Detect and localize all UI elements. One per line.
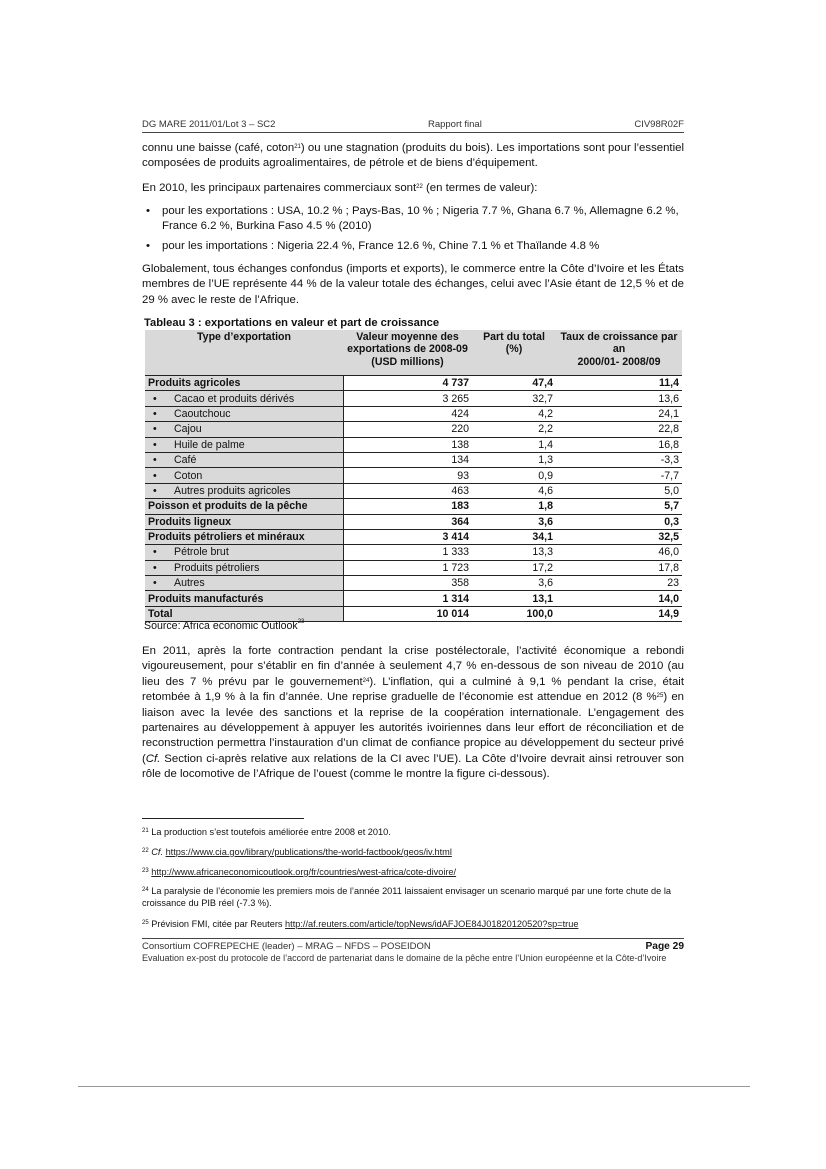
column-header-growth <box>556 330 682 376</box>
text-run: ) en liaison avec la levée des sanctions et la reprise de la coopération internationale. L’engagement des partenaires au développement à appuyer les autorités ivoiriennes dans leur effort de réconciliation et de reconstruction permettra l’instauration d’un climat de confiance propice au développement du secteur privé ( <box>142 691 684 765</box>
text-run: ) ou une stagnation (produits du bois). Les importations sont pour l’essentiel composées de produits agroalimentaires, de pétrole et de biens d’équipement. <box>142 142 684 170</box>
table-row <box>145 406 682 421</box>
cell-value: 1 314 <box>343 591 472 606</box>
cell-type <box>145 376 343 391</box>
cell-growth: 13,6 <box>556 391 682 406</box>
cell-growth: 24,1 <box>556 406 682 421</box>
cell-type <box>145 422 343 437</box>
cell-type <box>145 560 343 575</box>
cell-growth: 32,5 <box>556 529 682 544</box>
cell-value: 463 <box>343 483 472 498</box>
cell-growth: 14,0 <box>556 591 682 606</box>
cell-share: 32,7 <box>472 391 556 406</box>
table-row <box>145 422 682 437</box>
cell-growth: 46,0 <box>556 545 682 560</box>
list-item: • pour les exportations : USA, 10.2 % ; Pays-Bas, 10 % ; Nigeria 7.7 %, Ghana 6.7 %, Allemagne 6.2 %, France 6.2 %, Burkina Faso 4.5 % (2010) <box>142 204 684 235</box>
row-label: Produits ligneux <box>148 515 231 528</box>
bullet-icon: • <box>153 438 157 451</box>
table-row <box>145 468 682 483</box>
footnote-number: 24 <box>142 887 149 893</box>
page-footer <box>142 941 684 952</box>
cell-type <box>145 391 343 406</box>
table-row <box>145 437 682 452</box>
footnote-ref[interactable]: 24 <box>362 677 370 684</box>
cell-share: 47,4 <box>472 376 556 391</box>
cell-share: 34,1 <box>472 529 556 544</box>
column-header-type: Type d’exportation <box>145 330 343 376</box>
table-row <box>145 576 682 591</box>
cell-type <box>145 499 343 514</box>
cell-value: 3 265 <box>343 391 472 406</box>
source-text: Source: Africa economic Outlook <box>144 620 298 632</box>
cell-type <box>145 591 343 606</box>
footer-consortium: Consortium COFREPECHE (leader) – MRAG – NFDS – POSEIDON <box>142 941 431 952</box>
cell-share: 100,0 <box>472 606 556 621</box>
cell-growth: -7,7 <box>556 468 682 483</box>
row-label: Total <box>148 608 173 621</box>
cell-share: 0,9 <box>472 468 556 483</box>
table-row <box>145 529 682 544</box>
row-label: Autres produits agricoles <box>174 484 291 497</box>
page-bottom-rule <box>78 1086 750 1087</box>
cell-type <box>145 483 343 498</box>
footnote-number: 25 <box>142 920 149 926</box>
row-label: Autres <box>174 577 205 590</box>
cell-value: 4 737 <box>343 376 472 391</box>
row-label: Pétrole brut <box>174 546 229 559</box>
row-label: Café <box>174 454 197 467</box>
text-run: (en termes de valeur): <box>422 182 538 194</box>
row-label: Cacao et produits dérivés <box>174 392 295 405</box>
cell-value: 1 723 <box>343 560 472 575</box>
partners-list <box>142 204 684 258</box>
header-center: Rapport final <box>427 119 482 130</box>
cell-share: 4,2 <box>472 406 556 421</box>
footnote-link[interactable]: http://af.reuters.com/article/topNews/idAFJOE84J01820120520?sp=true <box>285 919 579 929</box>
row-label: Produits pétroliers <box>174 561 260 574</box>
cell-growth: 5,7 <box>556 499 682 514</box>
cell-growth: 16,8 <box>556 437 682 452</box>
header-right: CIV98R02F <box>634 119 684 130</box>
footnote-link[interactable]: https://www.cia.gov/library/publications/the-world-factbook/geos/iv.html <box>165 847 452 857</box>
table-row <box>145 452 682 467</box>
header-rule <box>142 132 684 133</box>
cell-value: 10 014 <box>343 606 472 621</box>
row-label: Poisson et produits de la pêche <box>148 500 308 513</box>
cell-type <box>145 452 343 467</box>
paragraph-partners <box>142 181 684 196</box>
footnote-text: La paralysie de l’économie les premiers mois de l’année 2011 laissaient envisager un scenario marqué par une forte chute de la croissance du PIB réel (-7.3 %). <box>142 886 671 908</box>
cell-type <box>145 514 343 529</box>
bullet-icon: • <box>153 546 157 559</box>
cell-value: 220 <box>343 422 472 437</box>
paragraph-trade-share: Globalement, tous échanges confondus (imports et exports), le commerce entre la Côte d’Ivoire et les États membres de l’UE représente 44 % de la valeur totale des échanges, celui avec l’Asie étant de 12,5 % et de 29 % avec le reste de l’Afrique. <box>142 263 684 306</box>
cell-value: 134 <box>343 452 472 467</box>
table-row <box>145 560 682 575</box>
cell-growth: 5,0 <box>556 483 682 498</box>
footnote-25 <box>142 918 684 930</box>
cell-share: 13,3 <box>472 545 556 560</box>
table-row <box>145 391 682 406</box>
cell-share: 17,2 <box>472 560 556 575</box>
page-number: Page 29 <box>645 941 684 952</box>
cell-value: 183 <box>343 499 472 514</box>
text-run-italic: Cf. <box>145 752 161 765</box>
cell-growth: -3,3 <box>556 452 682 467</box>
footnote-link[interactable]: http://www.africaneconomicoutlook.org/fr/countries/west-africa/cote-divoire/ <box>151 867 457 877</box>
row-label: Coton <box>174 469 203 482</box>
row-label: Huile de palme <box>174 438 245 451</box>
footnote-number: 22 <box>142 848 149 854</box>
text-run: En 2011, après la forte contraction pendant la crise postélectorale, l’activité économique a rebondi vigoureusement, pour s’établir en fin d’année à seulement 4,7 % en-dessous de son niveau de 2010 (au lieu des 7 % prévu par le gouvernement <box>142 645 684 688</box>
exports-table <box>145 330 682 622</box>
table-header-row <box>145 330 682 376</box>
cell-type <box>145 468 343 483</box>
table-row <box>145 376 682 391</box>
table-title: Tableau 3 : exportations en valeur et part de croissance <box>144 317 440 329</box>
row-label: Caoutchouc <box>174 407 231 420</box>
cell-value: 364 <box>343 514 472 529</box>
table-source <box>144 620 304 632</box>
cell-type <box>145 437 343 452</box>
bullet-icon: • <box>153 392 157 405</box>
cell-value: 138 <box>343 437 472 452</box>
cell-type <box>145 576 343 591</box>
row-label: Produits agricoles <box>148 377 241 390</box>
footnote-number: 23 <box>142 868 149 874</box>
text-run: En 2010, les principaux partenaires commerciaux sont <box>142 182 417 194</box>
bullet-icon: • <box>153 561 157 574</box>
cell-type <box>145 545 343 560</box>
footnote-ref[interactable]: 25 <box>656 693 664 700</box>
cell-value: 1 333 <box>343 545 472 560</box>
table-row <box>145 514 682 529</box>
paragraph-imports <box>142 141 684 172</box>
footer-rule <box>142 938 684 939</box>
footnote-22 <box>142 846 684 858</box>
row-label: Cajou <box>174 423 202 436</box>
growth-header-line1: Taux de croissance par an <box>560 331 678 356</box>
column-header-share: Part du total (%) <box>472 330 556 376</box>
growth-header-line2: 2000/01- 2008/09 <box>577 355 661 368</box>
footer-subtitle: Evaluation ex-post du protocole de l’accord de partenariat dans le domaine de la pêche entre l’Union européenne et la Côte-d’Ivoire <box>142 953 667 963</box>
text-run: Section ci-après relative aux relations de la CI avec l’UE). La Côte d’Ivoire devrait ainsi retrouver son rôle de locomotive de l’Afrique de l’ouest (comme le montre la figure ci-dessous). <box>142 752 684 781</box>
table-row <box>145 499 682 514</box>
row-label: Produits manufacturés <box>148 592 264 605</box>
cell-type <box>145 529 343 544</box>
cell-share: 1,4 <box>472 437 556 452</box>
footnote-ref[interactable]: 22 <box>416 184 423 190</box>
cell-value: 3 414 <box>343 529 472 544</box>
text-run: connu une baisse (café, coton <box>142 142 295 154</box>
table-row <box>145 483 682 498</box>
cell-type <box>145 406 343 421</box>
footnote-24 <box>142 885 684 909</box>
column-header-value: Valeur moyenne des exportations de 2008-09 (USD millions) <box>343 330 472 376</box>
list-item: • pour les importations : Nigeria 22.4 %, France 12.6 %, Chine 7.1 % et Thaïlande 4.8 % <box>142 239 684 254</box>
cell-share: 4,6 <box>472 483 556 498</box>
cell-share: 13,1 <box>472 591 556 606</box>
bullet-icon: • <box>153 454 157 467</box>
footnote-text: La production s’est toutefois améliorée entre 2008 et 2010. <box>151 827 391 837</box>
bullet-icon: • <box>153 469 157 482</box>
text-run: ). L’inflation, qui a culminé à 9,1 % pendant la crise, était retombée à 1,9 % à la fin d’année. Une reprise graduelle de l’économie est attendue en 2012 (8 % <box>142 675 684 704</box>
cell-share: 1,3 <box>472 452 556 467</box>
cell-value: 424 <box>343 406 472 421</box>
footnote-ref[interactable]: 21 <box>294 144 301 150</box>
cell-share: 3,6 <box>472 576 556 591</box>
cell-growth: 0,3 <box>556 514 682 529</box>
header-left: DG MARE 2011/01/Lot 3 – SC2 <box>142 119 276 130</box>
cell-growth: 11,4 <box>556 376 682 391</box>
cell-growth: 14,9 <box>556 606 682 621</box>
bullet-icon: • <box>153 423 157 436</box>
cell-share: 1,8 <box>472 499 556 514</box>
page-header <box>142 119 684 130</box>
bullet-icon: • <box>153 484 157 497</box>
footnote-text: Prévision FMI, citée par Reuters <box>151 919 286 929</box>
cell-growth: 17,8 <box>556 560 682 575</box>
cell-value: 358 <box>343 576 472 591</box>
cell-share: 3,6 <box>472 514 556 529</box>
bullet-icon: • <box>153 407 157 420</box>
row-label: Produits pétroliers et minéraux <box>148 531 305 544</box>
footnote-text: Cf. <box>151 847 163 857</box>
paragraph-economy-2011 <box>142 644 684 783</box>
footnote-number: 21 <box>142 828 149 834</box>
bullet-icon: • <box>153 577 157 590</box>
cell-growth: 23 <box>556 576 682 591</box>
table-row <box>145 591 682 606</box>
footnote-23 <box>142 866 684 878</box>
footnote-separator <box>142 818 304 819</box>
cell-growth: 22,8 <box>556 422 682 437</box>
footnote-21 <box>142 826 684 838</box>
cell-share: 2,2 <box>472 422 556 437</box>
cell-value: 93 <box>343 468 472 483</box>
table-row <box>145 545 682 560</box>
footnote-ref[interactable]: 23 <box>297 619 305 625</box>
